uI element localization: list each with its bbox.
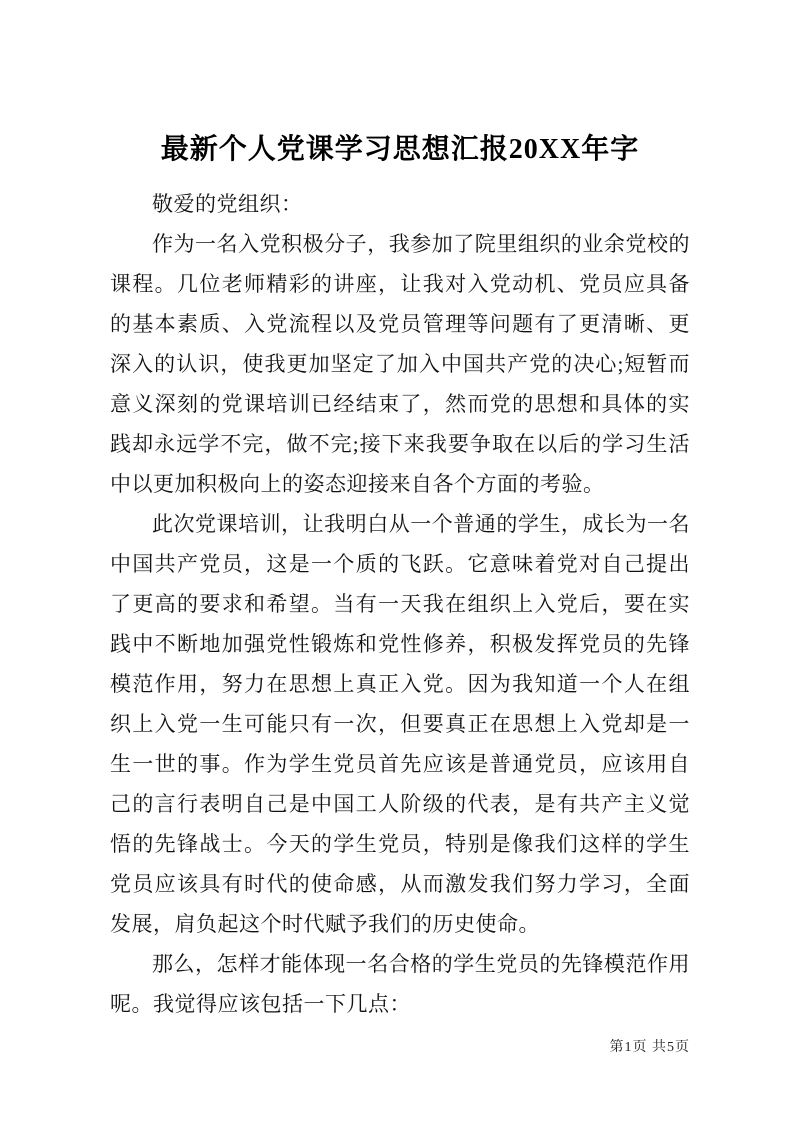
salutation-paragraph: 敬爱的党组织： bbox=[152, 192, 303, 216]
body-paragraph: 作为一名入党积极分子，我参加了院里组织的业余党校的课程。几位老师精彩的讲座，让我对入党动机、党员应具备的基本素质、入党流程以及党员管理等问题有了更清晰、更深入的认识，使我更加坚定了加入中国共产党的决心;短暂而意义深刻的党课培训已经结束了，然而党的思想和具体的实践却永远学不完，做不完;接下来我要争取在以后的学习生活中以更加积极向上的姿态迎接来自各个方面的考验。 bbox=[110, 232, 690, 496]
body-paragraph: 此次党课培训，让我明白从一个普通的学生，成长为一名中国共产党员，这是一个质的飞跃。它意味着党对自己提出了更高的要求和希望。当有一天我在组织上入党后，要在实践中不断地加强党性锻炼和党性修养，积极发挥党员的先锋模范作用，努力在思想上真正入党。因为我知道一个人在组织上入党一生可能只有一次，但要真正在思想上入党却是一生一世的事。作为学生党员首先应该是普通党员，应该用自己的言行表明自己是中国工人阶级的代表，是有共产主义觉悟的先锋战士。今天的学生党员，特别是像我们这样的学生党员应该具有时代的使命感，从而激发我们努力学习，全面发展，肩负起这个时代赋予我们的历史使命。 bbox=[110, 512, 690, 936]
document-body bbox=[110, 184, 690, 1024]
body-paragraph: 那么，怎样才能体现一名合格的学生党员的先锋模范作用呢。我觉得应该包括一下几点： bbox=[110, 952, 690, 1016]
page-title: 最新个人党课学习思想汇报20XX年字 bbox=[160, 134, 640, 165]
page-number-footer: 第1页 共5页 bbox=[609, 1040, 690, 1055]
